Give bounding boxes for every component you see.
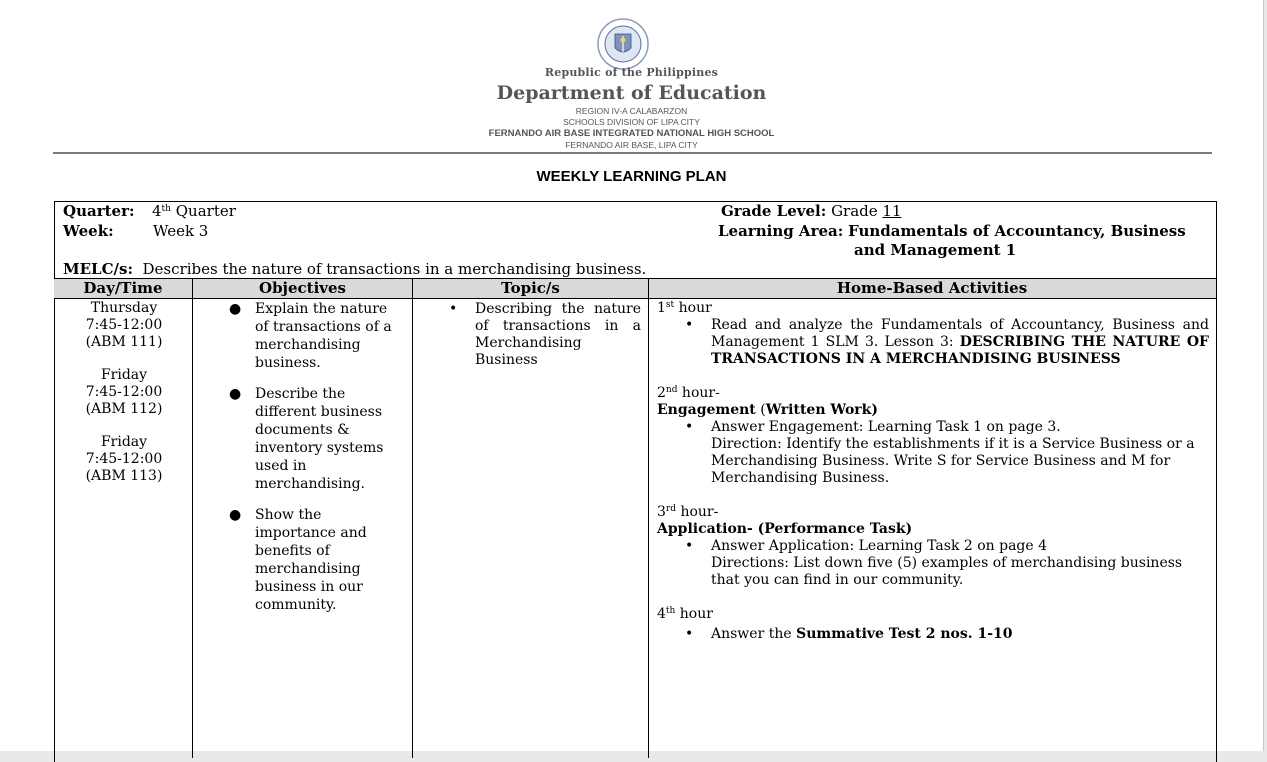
hour-2-task: • Answer Engagement: Learning Task 1 on page 3. Direction: Identify the establishments if it is a Service Business or a Merchandising Business. Write S for Service Business and M for Merchandising Business.	[685, 419, 1195, 486]
letterhead-department: Department of Education	[496, 82, 767, 104]
letterhead-address: FERNANDO AIR BASE, LIPA CITY	[565, 140, 698, 150]
col-header-objectives: Objectives	[259, 279, 346, 297]
col-header-activities: Home-Based Activities	[836, 279, 1028, 297]
column-divider	[648, 278, 649, 758]
hour-1-task: • Read and analyze the Fundamentals of Accountancy, Business and Management 1 SLM 3. Lesson 3: DESCRIBING THE NATURE OF TRANSACTIONS IN A MERCHANDISING BUSINESS	[685, 317, 1209, 367]
week-value: Week 3	[153, 222, 209, 240]
objective-item: ● Show the importance and benefits of merchandising business in our community.	[229, 507, 367, 613]
week-label: Week:	[63, 222, 114, 240]
schedule-section: (ABM 112)	[85, 401, 163, 417]
schedule-time: 7:45-12:00	[85, 451, 163, 467]
objective-text: Describe the different business documents & inventory systems used in merchandising.	[255, 386, 384, 492]
hour-1-heading: 1st hour	[657, 300, 712, 316]
letterhead-division: SCHOOLS DIVISION OF LIPA CITY	[563, 117, 700, 127]
objective-item: ● Explain the nature of transactions of a merchandising business.	[229, 301, 392, 371]
schedule-cell	[55, 300, 193, 485]
letterhead-school: FERNANDO AIR BASE INTEGRATED NATIONAL HIGH SCHOOL	[488, 128, 775, 139]
hour-3-heading: 3rd hour-	[657, 504, 719, 520]
schedule-day: Thursday	[90, 300, 158, 316]
quarter-label: Quarter:	[63, 202, 135, 220]
grade-level: Grade Level: Grade 11	[721, 202, 902, 220]
topic-item: • Describing the nature of transactions in a Merchandising Business	[449, 301, 641, 368]
objectives-cell	[229, 300, 403, 614]
objective-text: Explain the nature of transactions of a merchandising business.	[255, 301, 392, 371]
activities-cell	[657, 300, 1209, 643]
letterhead-republic: Republic of the Philippines	[544, 66, 719, 79]
schedule-entry	[55, 367, 193, 418]
schedule-section: (ABM 111)	[85, 334, 163, 350]
learning-area-line1: Learning Area: Fundamentals of Accountancy, Business	[718, 222, 1186, 240]
schedule-section: (ABM 113)	[85, 468, 163, 484]
letterhead-region: REGION IV-A CALABARZON	[575, 106, 688, 116]
deped-seal-logo	[597, 18, 649, 70]
hour-2-heading: 2nd hour-	[657, 385, 720, 401]
objective-text: Show the importance and benefits of merchandising business in our community.	[255, 507, 367, 613]
schedule-time: 7:45-12:00	[85, 317, 163, 333]
hour-4-heading: 4th hour	[657, 606, 713, 622]
learning-area-line2: and Management 1	[854, 241, 1017, 259]
schedule-time: 7:45-12:00	[85, 384, 163, 400]
page-title: WEEKLY LEARNING PLAN	[536, 168, 727, 185]
topic-cell	[449, 301, 641, 369]
melc-row: MELC/s: Describes the nature of transactions in a merchandising business.	[63, 260, 647, 278]
hour-2-title: Engagement (Written Work)	[657, 402, 879, 418]
schedule-entry	[55, 434, 193, 485]
col-header-daytime: Day/Time	[83, 279, 163, 297]
letterhead-divider	[53, 152, 1212, 154]
hour-4-task: • Answer the Summative Test 2 nos. 1-10	[685, 626, 1013, 642]
table-header-row	[54, 278, 1216, 299]
topic-text: Describing the nature of transactions in a Merchandising Business	[475, 301, 641, 368]
objective-item: ● Describe the different business documents & inventory systems used in merchandising.	[229, 386, 384, 492]
schedule-day: Friday	[100, 367, 148, 383]
quarter-value: 4th Quarter	[152, 202, 236, 220]
hour-3-title: Application- (Performance Task)	[657, 521, 913, 537]
schedule-day: Friday	[100, 434, 148, 450]
column-divider	[412, 278, 413, 758]
hour-3-task: • Answer Application: Learning Task 2 on page 4 Directions: List down five (5) examples of merchandising business that you can find in our community.	[685, 538, 1183, 588]
schedule-entry	[55, 300, 193, 351]
col-header-topics: Topic/s	[501, 279, 560, 297]
